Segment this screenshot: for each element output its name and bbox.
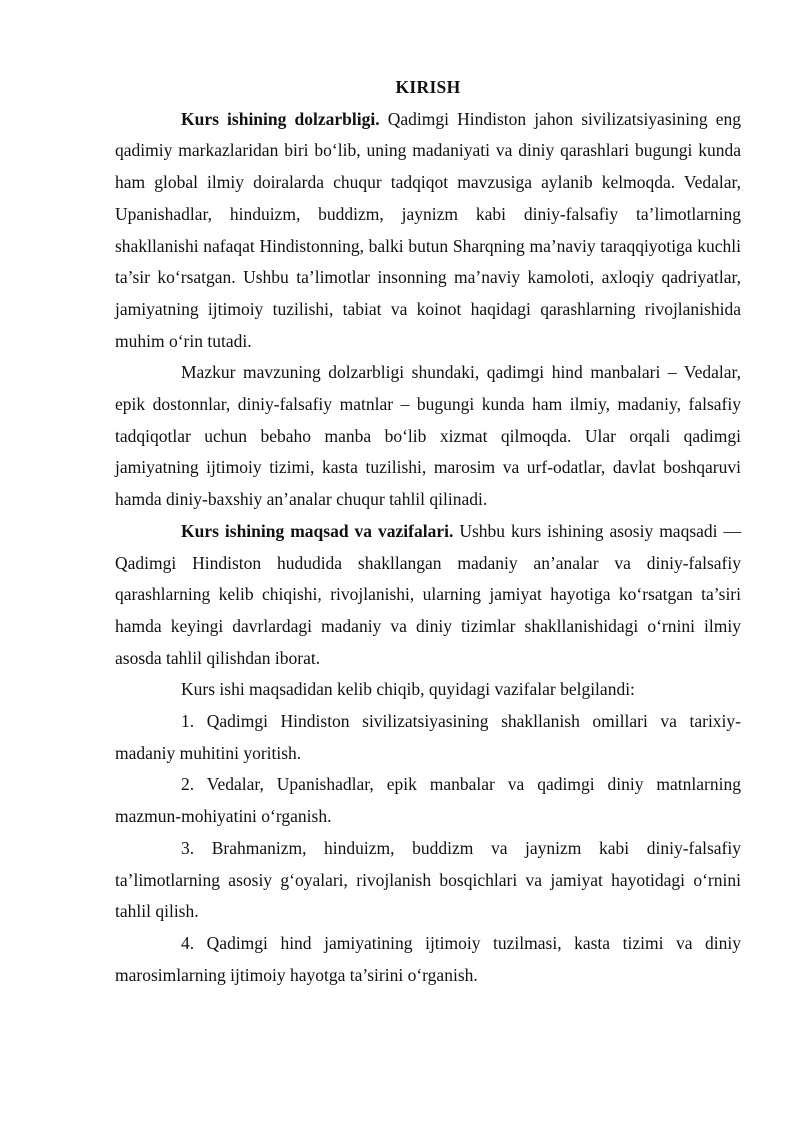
list-item-number: 2. — [181, 774, 195, 795]
list-item — [115, 706, 741, 769]
list-item-text: Qadimgi hind jamiyatining ijtimoiy tuzilmasi, kasta tizimi va diniy marosimlarning ijtimoiy hayotga ta’sirini o‘rganish. — [115, 932, 741, 985]
paragraph-relevance — [115, 104, 741, 358]
document-page — [115, 72, 741, 991]
section-lead-relevance: Kurs ishining dolzarbligi. — [181, 108, 380, 129]
list-item-number: 1. — [181, 711, 195, 732]
list-item-text: Vedalar, Upanishadlar, epik manbalar va qadimgi diniy matnlarning mazmun-mohiyatini o‘rganish. — [115, 774, 741, 827]
list-item-text: Qadimgi Hindiston sivilizatsiyasining shakllanish omillari va tarixiy-madaniy muhitini yoritish. — [115, 711, 741, 763]
paragraph-relevance-sources: Mazkur mavzuning dolzarbligi shundaki, qadimgi hind manbalari – Vedalar, epik dostonnlar, diniy-falsafiy matnlar – bugungi kunda ham ilmiy, madaniy, falsafiy tadqiqotlar uchun bebaho manba bo‘lib xizmat qilmoqda. Ular orqali qadimgi jamiyatning ijtimoiy tizimi, kasta tuzilishi, marosim va urf-odatlar, davlat boshqaruvi hamda diniy-baxshiy an’analar chuqur tahlil qilinadi. — [115, 362, 741, 510]
list-item — [115, 928, 741, 991]
section-lead-goals: Kurs ishining maqsad va vazifalari. — [181, 520, 454, 541]
page-title: KIRISH — [395, 77, 461, 97]
list-item-text: Brahmanizm, hinduizm, buddizm va jaynizm kabi diniy-falsafiy ta’limotlarning asosiy g‘oyalari, rivojlanish bosqichlari va jamiyat hayotidagi o‘rnini tahlil qilish. — [115, 837, 741, 922]
paragraph-tasks-intro: Kurs ishi maqsadidan kelib chiqib, quyidagi vazifalar belgilandi: — [181, 679, 635, 700]
list-item — [115, 769, 741, 832]
paragraph-goals — [115, 516, 741, 675]
paragraph-text: Ushbu kurs ishining asosiy maqsadi — Qadimgi Hindiston hududida shakllangan madaniy an’analar va diniy-falsafiy qarashlarning kelib chiqishi, rivojlanishi, ularning jamiyat hayotiga ko‘rsatgan ta’siri hamda keyingi davrlardagi madaniy va diniy tizimlar shakllanishidagi o‘rnini ilmiy asosda tahlil qilishdan iborat. — [115, 520, 741, 668]
paragraph-text: Qadimgi Hindiston jahon sivilizatsiyasining eng qadimiy markazlaridan biri bo‘lib, uning madaniyati va diniy qarashlari bugungi kunda ham global ilmiy doiralarda chuqur tadqiqot mavzusiga aylanib kelmoqda. Vedalar, Upanishadlar, hinduizm, buddizm, jaynizm kabi diniy-falsafiy ta’limotlarning shakllanishi nafaqat Hindistonning, balki butun Sharqning ma’naviy taraqqiyotiga kuchli ta’sir ko‘rsatgan. Ushbu ta’limotlar insonning ma’naviy kamoloti, axloqiy qadriyatlar, jamiyatning ijtimoiy tuzilishi, tabiat va koinot haqidagi qarashlarning rivojlanishida muhim o‘rin tutadi. — [115, 108, 741, 351]
list-item-number: 3. — [181, 837, 195, 858]
list-item-number: 4. — [181, 932, 195, 953]
list-item — [115, 833, 741, 928]
